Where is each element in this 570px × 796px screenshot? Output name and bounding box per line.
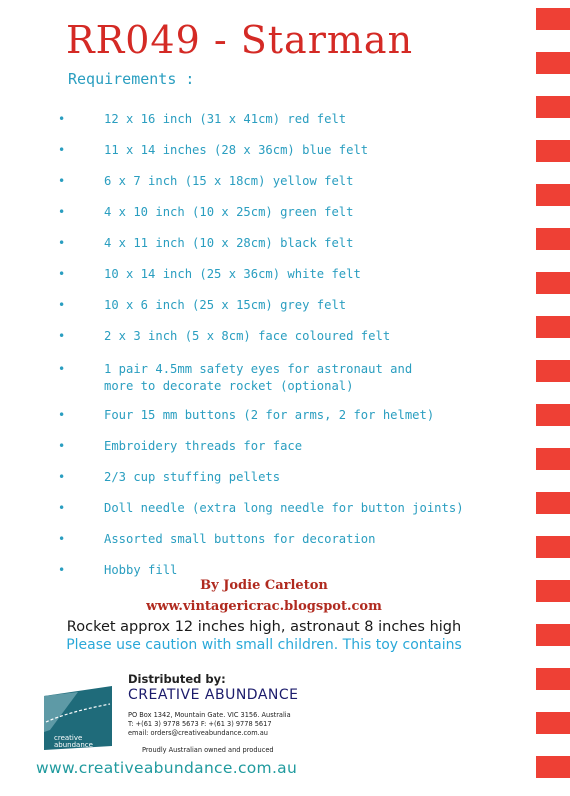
requirement-text: 10 x 6 inch (25 x 15cm) grey felt xyxy=(104,298,347,312)
stripe xyxy=(536,756,570,778)
bullet-icon: • xyxy=(58,532,66,546)
requirement-item xyxy=(58,204,554,221)
requirement-text: 2/3 cup stuffing pellets xyxy=(104,470,281,484)
website-url[interactable]: www.creativeabundance.com.au xyxy=(36,759,298,777)
bullet-icon: • xyxy=(58,439,66,453)
requirement-text: more to decorate rocket (optional) xyxy=(104,379,354,393)
requirement-text: Embroidery threads for face xyxy=(104,439,303,453)
requirement-text: 2 x 3 inch (5 x 8cm) face coloured felt xyxy=(104,329,391,343)
bullet-icon: • xyxy=(58,470,66,484)
requirement-text: 1 pair 4.5mm safety eyes for astronaut and xyxy=(104,362,413,376)
bullet-icon: • xyxy=(58,205,66,219)
bullet-icon: • xyxy=(58,174,66,188)
stripe xyxy=(536,712,570,734)
requirement-item xyxy=(58,266,554,283)
size-note: Rocket approx 12 inches high, astronaut 8 inches high xyxy=(66,619,462,635)
requirement-item xyxy=(58,531,554,548)
distributor-name: CREATIVE ABUNDANCE xyxy=(128,687,299,703)
requirement-text: 4 x 11 inch (10 x 28cm) black felt xyxy=(104,236,354,250)
logo-wordmark-2: abundance xyxy=(54,741,93,749)
distributed-by-label: Distributed by: xyxy=(128,672,226,686)
page-title: RR049 - Starman xyxy=(66,18,414,62)
requirement-text: 4 x 10 inch (10 x 25cm) green felt xyxy=(104,205,354,219)
logo-wordmark: creative xyxy=(54,734,83,742)
bullet-icon: • xyxy=(58,236,66,250)
requirement-text: Hobby fill xyxy=(104,563,178,577)
proudly-australian-note: Proudly Australian owned and produced xyxy=(142,745,274,754)
requirement-item xyxy=(58,407,554,424)
stripe xyxy=(536,668,570,690)
bullet-icon: • xyxy=(58,408,66,422)
requirement-item xyxy=(58,500,554,517)
bullet-icon: • xyxy=(58,112,66,126)
bullet-icon: • xyxy=(58,362,66,376)
requirement-text: 10 x 14 inch (25 x 36cm) white felt xyxy=(104,267,361,281)
requirement-text: Assorted small buttons for decoration xyxy=(104,532,376,546)
distributor-info xyxy=(128,672,338,754)
requirement-item xyxy=(58,361,554,395)
requirement-item xyxy=(58,328,554,345)
requirement-item xyxy=(58,562,554,579)
stripe xyxy=(536,580,570,602)
bullet-icon: • xyxy=(58,143,66,157)
requirement-item xyxy=(58,438,554,455)
bullet-icon: • xyxy=(58,501,66,515)
requirement-item xyxy=(58,142,554,159)
requirement-text: 6 x 7 inch (15 x 18cm) yellow felt xyxy=(104,174,354,188)
distributor-address: PO Box 1342, Mountain Gate. VIC 3156. Australia xyxy=(128,711,291,719)
caution-note: Please use caution with small children. This toy contains xyxy=(66,637,462,653)
bullet-icon: • xyxy=(58,563,66,577)
requirement-item xyxy=(58,469,554,486)
bullet-icon: • xyxy=(58,267,66,281)
requirement-text: 11 x 14 inches (28 x 36cm) blue felt xyxy=(104,143,369,157)
requirements-heading: Requirements : xyxy=(68,70,195,88)
distributor-email: email: orders@creativeabundance.com.au xyxy=(128,729,268,738)
author-credit: By Jodie Carleton xyxy=(200,578,328,593)
bullet-icon: • xyxy=(58,298,66,312)
distributor-phone: T: +(61 3) 9778 5673 F: +(61 3) 9778 5617 xyxy=(128,720,272,729)
stripe xyxy=(536,52,570,74)
stripe xyxy=(536,8,570,30)
blog-url: www.vintagericrac.blogspot.com xyxy=(146,599,382,614)
requirement-text: Four 15 mm buttons (2 for arms, 2 for helmet) xyxy=(104,408,435,422)
requirement-text: Doll needle (extra long needle for button joints) xyxy=(104,501,464,515)
requirement-item xyxy=(58,235,554,252)
requirement-item xyxy=(58,173,554,190)
stripe xyxy=(536,624,570,646)
creative-abundance-logo xyxy=(38,682,118,752)
requirement-item xyxy=(58,111,554,128)
bullet-icon: • xyxy=(58,329,66,343)
requirement-text: 12 x 16 inch (31 x 41cm) red felt xyxy=(104,112,347,126)
requirement-item xyxy=(58,297,554,314)
